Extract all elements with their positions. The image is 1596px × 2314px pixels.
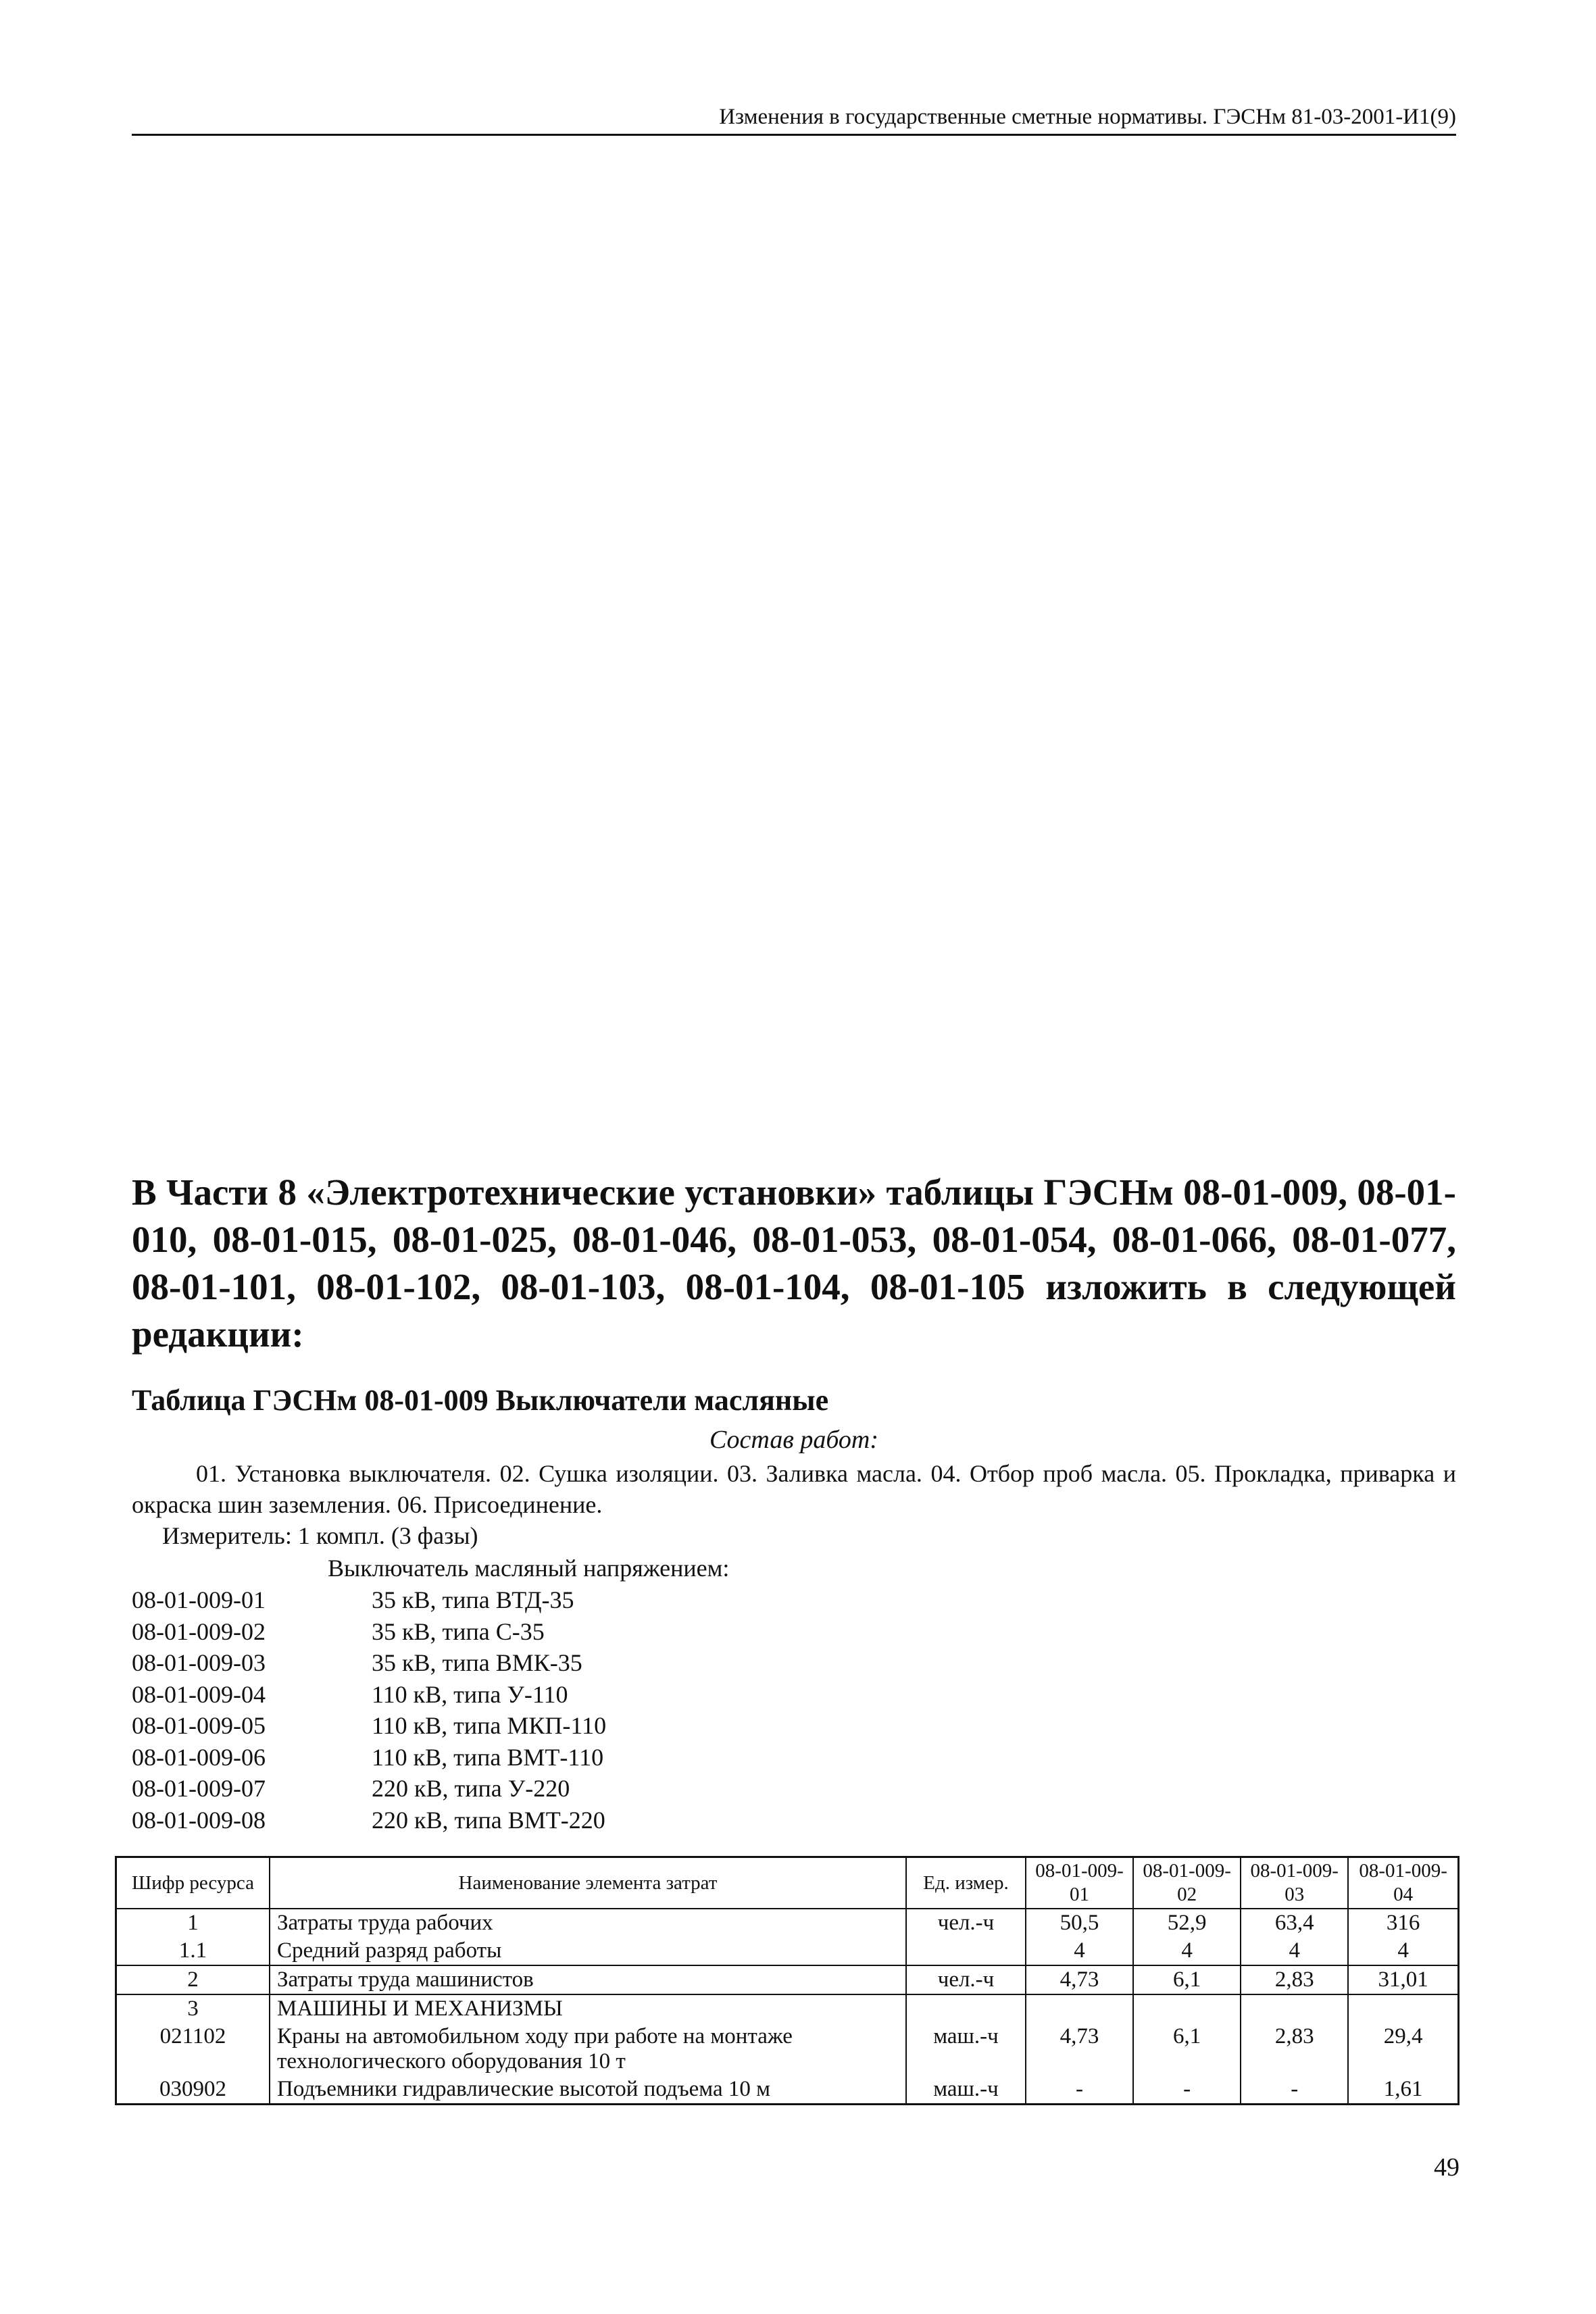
table-row bbox=[116, 2076, 1459, 2105]
variant-item bbox=[132, 1647, 606, 1679]
row-unit bbox=[906, 1994, 1026, 2023]
row-value: 31,01 bbox=[1348, 1965, 1458, 1994]
row-unit: маш.-ч bbox=[906, 2076, 1026, 2105]
row-code: 3 bbox=[116, 1994, 270, 2023]
header-col: 08-01-009-03 bbox=[1241, 1857, 1348, 1909]
variant-item bbox=[132, 1679, 606, 1711]
cost-table bbox=[115, 1856, 1460, 2105]
row-value: 50,5 bbox=[1026, 1909, 1133, 1937]
row-code: 030902 bbox=[116, 2076, 270, 2105]
variant-code: 08-01-009-06 bbox=[132, 1743, 266, 1771]
variant-desc: 220 кВ, типа У-220 bbox=[372, 1775, 570, 1802]
row-value: 4 bbox=[1241, 1937, 1348, 1965]
variant-code: 08-01-009-07 bbox=[132, 1775, 266, 1802]
variant-desc: 220 кВ, типа ВМТ-220 bbox=[372, 1806, 605, 1834]
header-unit: Ед. измер. bbox=[906, 1857, 1026, 1909]
variant-code: 08-01-009-01 bbox=[132, 1586, 266, 1613]
composition-label: Состав работ: bbox=[709, 1426, 879, 1454]
variant-code: 08-01-009-04 bbox=[132, 1680, 266, 1708]
row-value: 2,83 bbox=[1241, 1965, 1348, 1994]
row-value bbox=[1133, 1994, 1241, 2023]
header-row bbox=[116, 1857, 1459, 1909]
variant-item bbox=[132, 1616, 606, 1648]
row-name: Подъемники гидравлические высотой подъема 10 м bbox=[270, 2076, 906, 2105]
page-number: 49 bbox=[1434, 2153, 1460, 2182]
cost-table-header bbox=[116, 1857, 1459, 1909]
row-name: МАШИНЫ И МЕХАНИЗМЫ bbox=[270, 1994, 906, 2023]
row-value bbox=[1241, 1994, 1348, 2023]
row-value: 2,83 bbox=[1241, 2023, 1348, 2076]
variant-item bbox=[132, 1805, 606, 1836]
row-value: 316 bbox=[1348, 1909, 1458, 1937]
header-name: Наименование элемента затрат bbox=[270, 1857, 906, 1909]
row-unit: чел.-ч bbox=[906, 1909, 1026, 1937]
row-value: 4 bbox=[1133, 1937, 1241, 1965]
variant-code: 08-01-009-02 bbox=[132, 1617, 266, 1645]
table-title: Таблица ГЭСНм 08-01-009 Выключатели масляные bbox=[132, 1384, 829, 1417]
row-value: 52,9 bbox=[1133, 1909, 1241, 1937]
variant-desc: 110 кВ, типа МКП-110 bbox=[372, 1712, 607, 1739]
row-name: Затраты труда машинистов bbox=[270, 1965, 906, 1994]
running-header bbox=[132, 101, 1456, 136]
row-value: 1,61 bbox=[1348, 2076, 1458, 2105]
variant-code: 08-01-009-05 bbox=[132, 1712, 266, 1739]
variant-header: Выключатель масляный напряжением: bbox=[328, 1555, 730, 1582]
variant-code: 08-01-009-03 bbox=[132, 1649, 266, 1676]
row-value: 4 bbox=[1026, 1937, 1133, 1965]
table-row bbox=[116, 2023, 1459, 2076]
variant-item bbox=[132, 1710, 606, 1742]
row-value: 4,73 bbox=[1026, 1965, 1133, 1994]
variant-desc: 110 кВ, типа ВМТ-110 bbox=[372, 1743, 604, 1771]
table-row bbox=[116, 1994, 1459, 2023]
measurer: Измеритель: 1 компл. (3 фазы) bbox=[162, 1522, 478, 1549]
variant-item bbox=[132, 1584, 606, 1616]
row-code: 021102 bbox=[116, 2023, 270, 2076]
row-name: Краны на автомобильном ходу при работе на монтаже технологического оборудования 10 т bbox=[270, 2023, 906, 2076]
header-code: Шифр ресурса bbox=[116, 1857, 270, 1909]
row-value bbox=[1026, 1994, 1133, 2023]
variant-desc: 35 кВ, типа С-35 bbox=[372, 1617, 545, 1645]
variant-item bbox=[132, 1742, 606, 1774]
row-value bbox=[1348, 1994, 1458, 2023]
cost-table-body bbox=[116, 1909, 1459, 2105]
variant-item bbox=[132, 1773, 606, 1805]
row-value: 29,4 bbox=[1348, 2023, 1458, 2076]
row-name: Средний разряд работы bbox=[270, 1937, 906, 1965]
row-value: 6,1 bbox=[1133, 1965, 1241, 1994]
row-code: 1 bbox=[116, 1909, 270, 1937]
variant-code: 08-01-009-08 bbox=[132, 1806, 266, 1834]
row-value: - bbox=[1133, 2076, 1241, 2105]
row-unit: маш.-ч bbox=[906, 2023, 1026, 2076]
running-title: Изменения в государственные сметные нормативы. ГЭСНм 81-03-2001-И1(9) bbox=[719, 105, 1456, 129]
variant-list bbox=[132, 1584, 606, 1836]
row-value: - bbox=[1241, 2076, 1348, 2105]
variant-desc: 35 кВ, типа ВМК-35 bbox=[372, 1649, 582, 1676]
row-code: 2 bbox=[116, 1965, 270, 1994]
table-row bbox=[116, 1965, 1459, 1994]
variant-desc: 35 кВ, типа ВТД-35 bbox=[372, 1586, 574, 1613]
row-value: 6,1 bbox=[1133, 2023, 1241, 2076]
row-unit bbox=[906, 1937, 1026, 1965]
header-col: 08-01-009-01 bbox=[1026, 1857, 1133, 1909]
row-value: 4,73 bbox=[1026, 2023, 1133, 2076]
table-row bbox=[116, 1909, 1459, 1937]
composition-text: 01. Установка выключателя. 02. Сушка изоляции. 03. Заливка масла. 04. Отбор проб масла. 05. Прокладка, приварка и окраска шин заземления. 06. Присоединение. bbox=[132, 1460, 1456, 1518]
change-heading: В Части 8 «Электротехнические установки» таблицы ГЭСНм 08-01-009, 08-01-010, 08-01-015, 08-01-025, 08-01-046, 08-01-053, 08-01-054, 08-01-066, 08-01-077, 08-01-101, 08-01-102, 08-01-103, 08-01-104, 08-01-105 изложить в следующей редакции: bbox=[132, 1172, 1456, 1355]
table-row bbox=[116, 1937, 1459, 1965]
row-code: 1.1 bbox=[116, 1937, 270, 1965]
header-col: 08-01-009-02 bbox=[1133, 1857, 1241, 1909]
variant-desc: 110 кВ, типа У-110 bbox=[372, 1680, 568, 1708]
row-unit: чел.-ч bbox=[906, 1965, 1026, 1994]
header-col: 08-01-009-04 bbox=[1348, 1857, 1458, 1909]
row-value: 63,4 bbox=[1241, 1909, 1348, 1937]
row-name: Затраты труда рабочих bbox=[270, 1909, 906, 1937]
row-value: - bbox=[1026, 2076, 1133, 2105]
row-value: 4 bbox=[1348, 1937, 1458, 1965]
